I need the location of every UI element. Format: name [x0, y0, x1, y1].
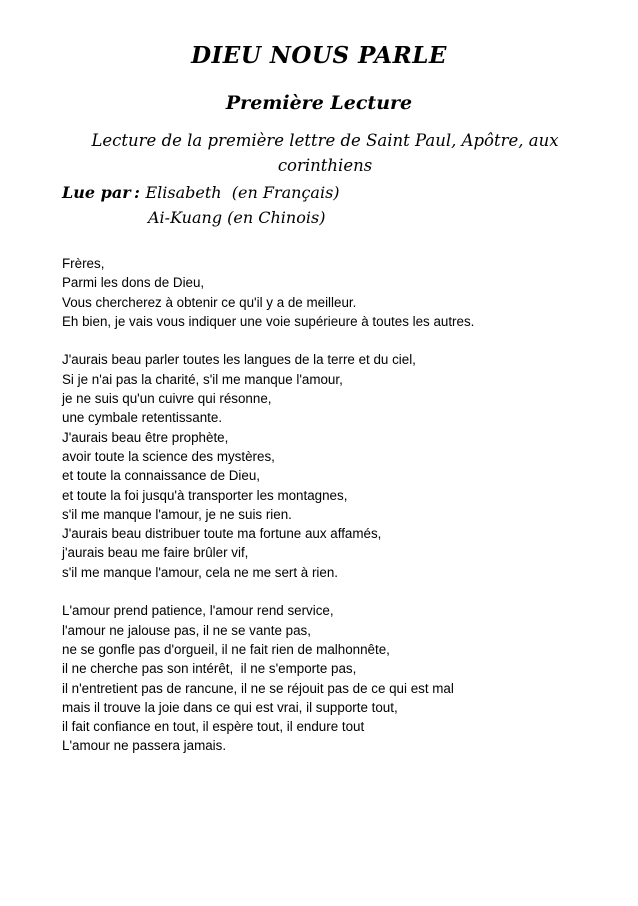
- reader-name-1: Elisabeth (en Français): [145, 183, 340, 202]
- text-line: il fait confiance en tout, il espère tout, il endure tout: [62, 719, 365, 735]
- text-line: L'amour ne passera jamais.: [62, 738, 227, 754]
- stanza-2: [62, 350, 602, 582]
- readers-label: Lue par: [62, 183, 131, 202]
- reading-reference-line-2: corinthiens: [277, 156, 373, 175]
- text-line: L'amour prend patience, l'amour rend service,: [62, 603, 334, 619]
- page-title: DIEU NOUS PARLE: [191, 42, 447, 69]
- page-subtitle: Première Lecture: [225, 92, 413, 114]
- text-line: s'il me manque l'amour, cela ne me sert à rien.: [62, 564, 339, 580]
- reading-reference-line-1: Lecture de la première lettre de Saint Paul, Apôtre, aux: [91, 131, 559, 150]
- reading-reference: [60, 128, 590, 178]
- readers-separator: :: [134, 183, 146, 202]
- readers-row-1: [62, 180, 340, 205]
- text-line: et toute la connaissance de Dieu,: [62, 468, 261, 484]
- text-line: Vous chercherez à obtenir ce qu'il y a de meilleur.: [62, 294, 357, 310]
- text-line: Si je n'ai pas la charité, s'il me manque l'amour,: [62, 371, 343, 387]
- text-line: Frères,: [62, 256, 105, 271]
- text-line: mais il trouve la joie dans ce qui est vrai, il supporte tout,: [62, 699, 398, 715]
- text-line: il n'entretient pas de rancune, il ne se réjouit pas de ce qui est mal: [62, 680, 454, 696]
- text-line: je ne suis qu'un cuivre qui résonne,: [62, 391, 272, 407]
- stanza-3: [62, 601, 602, 755]
- stanza-1: [62, 254, 602, 331]
- text-line: l'amour ne jalouse pas, il ne se vante pas,: [62, 622, 311, 638]
- text-line: ne se gonfle pas d'orgueil, il ne fait rien de malhonnête,: [62, 641, 390, 657]
- reader-name-2: Ai-Kuang (en Chinois): [148, 208, 326, 227]
- text-line: il ne cherche pas son intérêt, il ne s'emporte pas,: [62, 661, 357, 677]
- text-line: Parmi les dons de Dieu,: [62, 275, 205, 291]
- text-line: s'il me manque l'amour, je ne suis rien.: [62, 506, 292, 522]
- readers-row-2: [62, 205, 340, 230]
- text-line: J'aurais beau être prophète,: [62, 429, 229, 445]
- text-line: J'aurais beau distribuer toute ma fortune aux affamés,: [62, 526, 382, 542]
- text-line: J'aurais beau parler toutes les langues de la terre et du ciel,: [62, 352, 416, 368]
- reading-text: [62, 254, 602, 756]
- text-line: Eh bien, je vais vous indiquer une voie supérieure à toutes les autres.: [62, 313, 475, 329]
- text-line: j'aurais beau me faire brûler vif,: [62, 545, 249, 561]
- readers-block: [62, 180, 340, 230]
- text-line: avoir toute la science des mystères,: [62, 448, 275, 464]
- text-line: une cymbale retentissante.: [62, 410, 223, 426]
- text-line: et toute la foi jusqu'à transporter les montagnes,: [62, 487, 348, 503]
- stanza-spacer: [62, 582, 602, 601]
- stanza-spacer: [62, 331, 602, 350]
- readers-indent: [62, 205, 148, 230]
